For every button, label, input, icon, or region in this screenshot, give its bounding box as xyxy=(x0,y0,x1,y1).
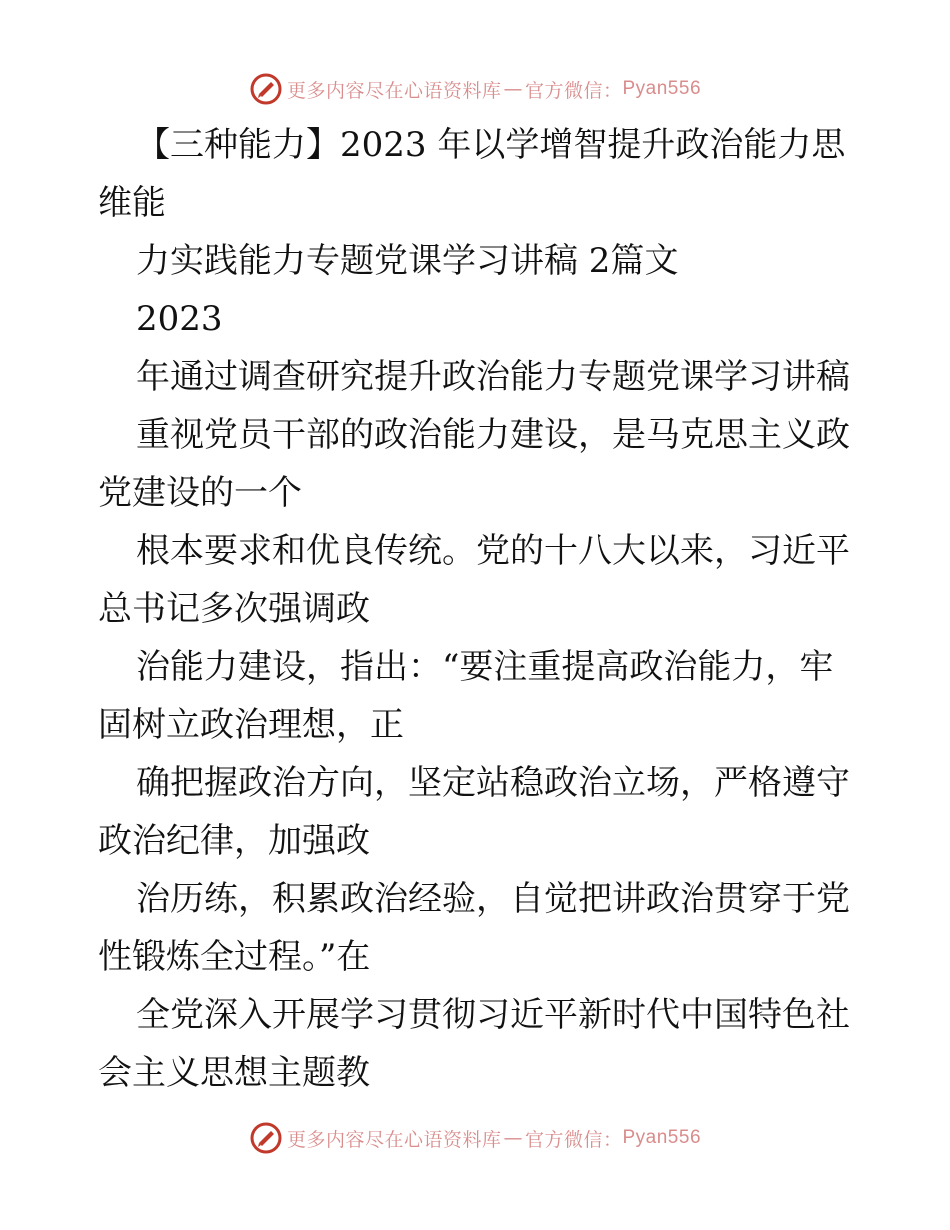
header-watermark xyxy=(0,72,950,106)
watermark-text: 更多内容尽在心语资料库 xyxy=(286,1128,502,1151)
watermark-text: 更多内容尽在心语资料库 xyxy=(286,79,502,102)
watermark-official-label: 官方微信： xyxy=(524,1128,623,1151)
text-line: 【三种能力】2023 年以学增智提升政治能力思 xyxy=(136,125,846,165)
text-line: 年通过调查研究提升政治能力专题党课学习讲稿 xyxy=(136,357,850,397)
text-line: 根本要求和优良传统。党的十八大以来，习近平 xyxy=(136,531,850,571)
text-line: 会主义思想主题教 xyxy=(98,1053,370,1093)
text-line: 治能力建设，指出：“要注重提高政治能力，牢 xyxy=(136,647,834,687)
text-line: 力实践能力专题党课学习讲稿 2篇文 xyxy=(136,241,679,281)
footer-watermark xyxy=(0,1121,950,1155)
text-line: 政治纪律，加强政 xyxy=(98,821,370,861)
watermark-official-label: 官方微信： xyxy=(524,79,623,102)
watermark-wechat-id: Pyan556 xyxy=(622,1127,702,1148)
watermark-separator: — xyxy=(503,1127,523,1149)
brand-logo-icon xyxy=(249,1121,283,1155)
text-line: 性锻炼全过程。”在 xyxy=(98,937,371,977)
text-line: 治历练，积累政治经验，自觉把讲政治贯穿于党 xyxy=(136,879,850,919)
text-line: 总书记多次强调政 xyxy=(98,589,370,629)
text-line: 党建设的一个 xyxy=(98,473,302,513)
text-line: 确把握政治方向，坚定站稳政治立场，严格遵守 xyxy=(136,763,850,803)
watermark-wechat-id: Pyan556 xyxy=(622,78,702,99)
text-line: 固树立政治理想，正 xyxy=(98,705,404,745)
document-body xyxy=(98,116,858,1102)
text-line: 2023 xyxy=(136,299,223,339)
brand-logo-icon xyxy=(249,72,283,106)
text-line: 维能 xyxy=(98,183,166,223)
text-line: 重视党员干部的政治能力建设，是马克思主义政 xyxy=(136,415,850,455)
text-line: 全党深入开展学习贯彻习近平新时代中国特色社 xyxy=(136,995,850,1035)
watermark-separator: — xyxy=(503,78,523,100)
